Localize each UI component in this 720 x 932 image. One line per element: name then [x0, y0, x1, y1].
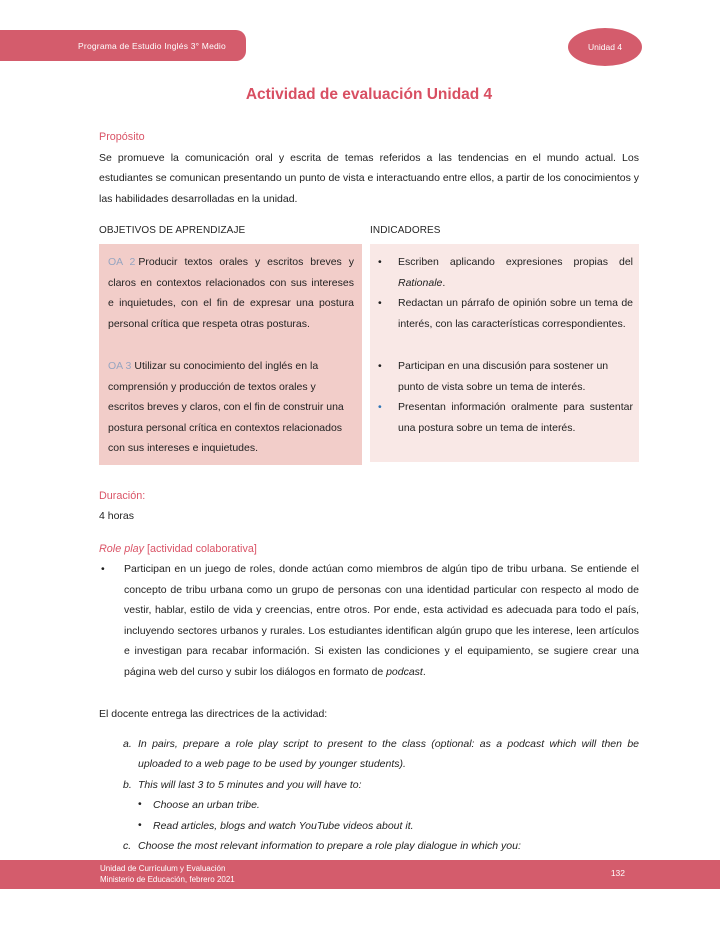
bullet-icon: • — [138, 798, 142, 810]
page-content — [99, 0, 639, 857]
indicator-item — [370, 397, 633, 438]
sub-bullet-item — [99, 795, 639, 816]
direction-text: Choose the most relevant information to prepare a role play dialogue in which you: — [138, 840, 521, 852]
sub-bullet-item — [99, 816, 639, 837]
direction-item-a — [99, 734, 639, 775]
bullet-icon: • — [378, 256, 382, 268]
blue-bullet-icon: • — [378, 401, 382, 413]
activity-description-post: . — [422, 665, 426, 678]
activity-description-text: Participan en un juego de roles, donde actúan como miembros de algún tipo de tribu urbana. Se entiende el concepto de tribu urbana como un grupo de personas con una identidad particular con respecto al modo de vestir, hablar, estilo de vida y creencias, entre otros. Por ende, esta actividad es adecuada para todo el país, incluyendo sectores urbanos y rurales. Los estudiantes identifican algún grupo que les interese, leen artículos e investigan para recabar información. Si existen las condiciones y el equipamiento, se sugiere crear una página web del curso y subir los diálogos en formato de — [124, 563, 639, 678]
sub-bullet-text: Choose an urban tribe. — [153, 799, 260, 811]
bullet-icon: • — [378, 297, 382, 309]
objectives-cell — [99, 244, 362, 465]
direction-text: This will last 3 to 5 minutes and you will have to: — [138, 778, 362, 791]
roleplay-heading — [99, 539, 639, 560]
indicators-group-1 — [370, 252, 633, 356]
list-marker: a. — [123, 737, 132, 750]
bullet-icon: • — [378, 360, 382, 372]
indicator-text: Presentan información oralmente para sustentar una postura sobre un tema de interés. — [398, 401, 633, 434]
indicators-column — [370, 222, 639, 465]
indicator-item — [370, 293, 633, 334]
page-title: Actividad de evaluación Unidad 4 — [245, 86, 493, 103]
sub-bullet-text: Read articles, blogs and watch YouTube videos about it. — [153, 819, 414, 832]
duracion-value: 4 horas — [99, 510, 135, 522]
oa2-text: Producir textos orales y escritos breves y claros en contextos relacionados con sus intereses e inquietudes, con el fin de expresar una postura personal crítica que respeta otras posturas. — [108, 256, 354, 330]
roleplay-heading-rest: [actividad colaborativa] — [144, 542, 257, 555]
direction-item-c — [99, 836, 639, 857]
indicator-item — [370, 356, 633, 397]
footer-credits — [100, 864, 235, 885]
proposito-heading: Propósito — [99, 131, 145, 143]
oa3-code: OA 3 — [108, 360, 132, 372]
indicator-text-post: . — [442, 276, 446, 289]
bullet-icon: • — [138, 818, 142, 831]
indicator-text: Redactan un párrafo de opinión sobre un tema de interés, con las características correspondientes. — [398, 297, 633, 330]
oa2-code: OA 2 — [108, 256, 136, 268]
directions-intro: El docente entrega las directrices de la actividad: — [99, 708, 328, 720]
unit-badge-label: Unidad 4 — [587, 42, 623, 52]
objectives-indicators-table — [99, 222, 639, 465]
duracion-heading: Duración: — [99, 489, 146, 502]
oa3-paragraph — [108, 356, 354, 459]
direction-text: In pairs, prepare a role play script to present to the class (optional: as a podcast which will then be uploaded to a web page to be used by younger students). — [138, 737, 639, 770]
indicator-text: Escriben aplicando expresiones propias del — [398, 256, 633, 268]
direction-sub-list — [99, 795, 639, 836]
program-badge-label: Programa de Estudio Inglés 3° Medio — [78, 40, 226, 51]
objectives-column-header: OBJETIVOS DE APRENDIZAJE — [99, 225, 246, 236]
indicators-cell — [370, 244, 639, 462]
objectives-column — [99, 222, 362, 465]
list-marker: b. — [123, 778, 132, 791]
indicators-group-2 — [370, 356, 633, 438]
indicators-column-header: INDICADORES — [370, 225, 441, 236]
roleplay-heading-italic: Role play — [99, 542, 145, 555]
bullet-icon: • — [101, 563, 105, 575]
activity-description-italic: podcast — [386, 665, 423, 678]
footer-line-2: Ministerio de Educación, febrero 2021 — [100, 874, 235, 884]
page-number: 132 — [610, 868, 625, 878]
direction-item-b — [99, 775, 639, 796]
indicator-text: Participan en una discusión para sostener un punto de vista sobre un tema de interés. — [398, 360, 609, 393]
list-marker: c. — [123, 840, 132, 852]
activity-description-bullet — [99, 559, 639, 682]
oa2-paragraph — [108, 252, 354, 356]
indicator-text-italic: Rationale — [398, 276, 443, 289]
directions-list — [99, 734, 639, 857]
indicator-item — [370, 252, 633, 293]
footer-line-1: Unidad de Currículum y Evaluación — [100, 864, 226, 873]
proposito-paragraph: Se promueve la comunicación oral y escrita de temas referidos a las tendencias en el mundo actual. Los estudiantes se comunican presentando un punto de vista e interactuando entre ellos, a partir de los conocimientos y las habilidades desarrolladas en la unidad. — [99, 151, 639, 205]
footer-bar — [0, 860, 720, 889]
oa3-text: Utilizar su conocimiento del inglés en la comprensión y producción de textos orales y escritos breves y claros, con el fin de construir una postura personal crítica en contextos relacionados con sus intereses e inquietudes. — [108, 360, 344, 454]
